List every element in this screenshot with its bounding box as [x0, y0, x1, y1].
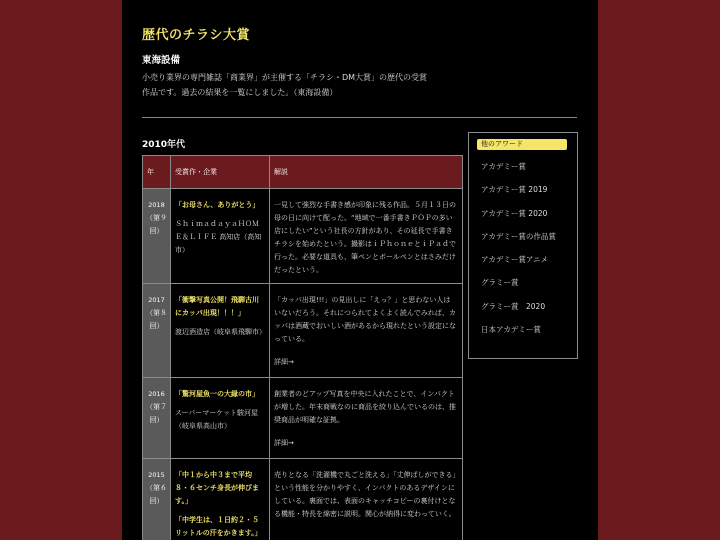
edition-label: （第９回）	[146, 214, 167, 235]
work-title: 「驚河屋魚一の大縁の市」	[175, 390, 259, 398]
edition-label: （第６回）	[146, 484, 167, 505]
year-cell	[143, 459, 171, 540]
sidebar-heading: 他のアワード	[477, 139, 567, 150]
sidebar-link[interactable]: アカデミー賞アニメ	[481, 255, 549, 265]
table-header-row	[143, 156, 463, 189]
description-cell	[270, 284, 463, 378]
divider	[142, 117, 577, 118]
table-row	[143, 378, 463, 459]
year-cell	[143, 378, 171, 459]
year-value: 2016	[148, 390, 165, 398]
site-subtitle: 東海設備	[142, 55, 181, 66]
work-cell	[171, 378, 270, 459]
work-cell	[171, 284, 270, 378]
col-year-header: 年	[143, 156, 171, 189]
sidebar-link[interactable]: 日本アカデミー賞	[481, 325, 541, 335]
year-cell	[143, 284, 171, 378]
col-work-header: 受賞作・企業	[171, 156, 270, 189]
work-title: 「お母さん、ありがとう」	[175, 201, 260, 209]
awards-table	[142, 155, 463, 540]
site-title[interactable]: 歴代のチラシ大賞	[142, 28, 251, 43]
year-value: 2018	[148, 201, 165, 209]
sidebar-link[interactable]: アカデミー賞	[481, 162, 526, 171]
sidebar-link[interactable]: アカデミー賞の作品賞	[481, 231, 556, 241]
details-link[interactable]: 詳細→	[274, 439, 294, 447]
sidebar-link[interactable]: グラミー賞	[481, 278, 519, 288]
table-row	[143, 284, 463, 378]
decade-heading: 2010年代	[142, 140, 186, 150]
work-cell	[171, 189, 270, 284]
year-value: 2015	[148, 471, 165, 479]
sidebar-link[interactable]: アカデミー賞 2020	[481, 208, 548, 218]
work-cell	[171, 459, 270, 540]
description-text: 一見して強烈な手書き感が印象に残る作品。５月１３日の母の日に向けて配った。“地域で一番手書きＰＯＰの多い店にしたい”という社長の方針があり、その延長で手書きチラシを始めたという。撮影はｉＰｈｏｎｅとｉＰａｄで行った。必要な道具も、筆ペンとボールペンとはさみだけだったという。	[274, 201, 456, 274]
work-title: 「衝撃写真公開！飛騨古川にカッパ出現！！！」	[175, 296, 259, 317]
table-row	[143, 459, 463, 540]
sidebar-link[interactable]: グラミー賞 2020	[481, 301, 546, 311]
company-name: ＳｈｉｍａｄａｙａＨＯＭＥ＆ＬＩＦＥ 高知店（高知市）	[175, 220, 262, 254]
intro-text: 小売り業界の専門雑誌「商業界」が主催する「チラシ・DM大賞」の歴代の受賞作品です。過去の結果を一覧にしました。（東海設備）	[142, 73, 428, 97]
edition-label: （第８回）	[146, 309, 167, 330]
main-content	[122, 0, 598, 540]
description-cell	[270, 189, 463, 284]
details-link[interactable]: 詳細→	[274, 358, 294, 366]
description-cell	[270, 459, 463, 540]
col-desc-header: 解説	[270, 156, 463, 189]
work-title: 「中１から中３まで平均８・６センチ身長が伸びます。」	[175, 471, 259, 505]
company-name: スーパーマーケット駿河屋（岐阜県高山市）	[175, 409, 258, 430]
edition-label: （第７回）	[146, 403, 167, 424]
description-text: 売りとなる「洗濯機で丸ごと洗える」「丈伸ばしができる」という性能を分かりやすく、インパクトのあるデザインにしている。裏面では、表面のキャッチコピーの裏付けとなる機能・特長を綿密に説明。関心が納得に変わっていく。	[274, 471, 456, 518]
year-value: 2017	[148, 296, 165, 304]
description-text: 創業者のどアップ写真を中央に入れたことで、インパクトが増した。年末商戦なのに商品を絞り込んでいるのは、推奨商品が明確な証拠。	[274, 390, 456, 424]
table-row	[143, 189, 463, 284]
company-name: 渡辺酒造店（岐阜県飛騨市）	[175, 328, 266, 336]
work-title: 「中学生は、１日約２・５リットルの汗をかきます。」	[175, 516, 262, 537]
sidebar-link[interactable]: アカデミー賞 2019	[481, 185, 548, 195]
sidebar-link-list	[481, 161, 556, 347]
other-awards-sidebar	[468, 132, 578, 359]
year-cell	[143, 189, 171, 284]
description-text: 「カッパ出現!!!」の見出しに「えっ？」と思わない人はいないだろう。それにつられてよくよく読んでみれば、カッパは酒蔵でおいしい酒があるから現れたという設定になっている。	[274, 296, 456, 343]
description-cell	[270, 378, 463, 459]
